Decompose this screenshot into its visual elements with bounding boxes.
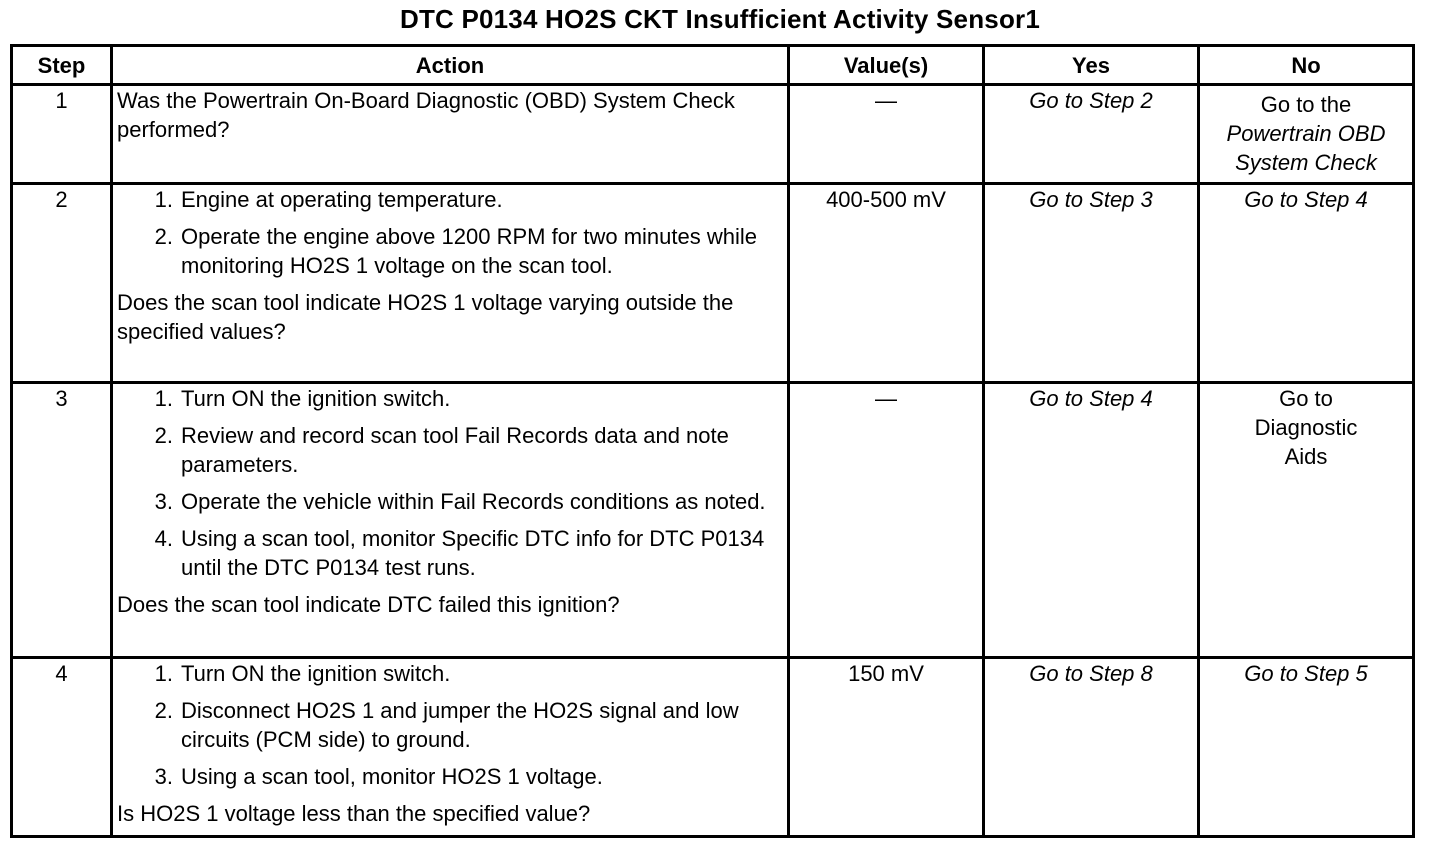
list-item: 1. Turn ON the ignition switch. bbox=[154, 661, 451, 686]
step-number: 4 bbox=[12, 658, 112, 837]
value-cell: 150 mV bbox=[789, 658, 984, 837]
list-item: 1. Engine at operating temperature. bbox=[154, 187, 503, 212]
list-item: 2. Review and record scan tool Fail Records data and note parameters. bbox=[154, 423, 729, 477]
no-action bbox=[1199, 85, 1414, 184]
header-row bbox=[12, 46, 1414, 85]
action-question: Does the scan tool indicate DTC failed this ignition? bbox=[117, 592, 620, 617]
action-question: Does the scan tool indicate HO2S 1 voltage varying outside the specified values? bbox=[117, 290, 734, 344]
step-number: 3 bbox=[12, 383, 112, 658]
no-action-link: Powertrain OBD System Check bbox=[1226, 121, 1386, 175]
yes-action: Go to Step 2 bbox=[984, 85, 1199, 184]
action-cell bbox=[112, 85, 789, 184]
action-cell bbox=[112, 383, 789, 658]
action-steps-list bbox=[117, 384, 783, 582]
list-item: 2. Operate the engine above 1200 RPM for two minutes while monitoring HO2S 1 voltage on the scan tool. bbox=[154, 224, 757, 278]
action-cell bbox=[112, 184, 789, 383]
yes-action: Go to Step 4 bbox=[984, 383, 1199, 658]
page-title: DTC P0134 HO2S CKT Insufficient Activity Sensor1 bbox=[399, 4, 1041, 34]
list-item: 3. Using a scan tool, monitor HO2S 1 voltage. bbox=[154, 764, 603, 789]
action-question: Was the Powertrain On-Board Diagnostic (OBD) System Check performed? bbox=[117, 88, 735, 142]
no-action-prefix: Go to the bbox=[1260, 92, 1352, 117]
column-header-values: Value(s) bbox=[789, 46, 984, 85]
list-item: 3. Operate the vehicle within Fail Records conditions as noted. bbox=[154, 489, 766, 514]
list-item: 2. Disconnect HO2S 1 and jumper the HO2S signal and low circuits (PCM side) to ground. bbox=[154, 698, 739, 752]
action-steps-list bbox=[117, 659, 783, 791]
list-item: 4. Using a scan tool, monitor Specific DTC info for DTC P0134 until the DTC P0134 test runs. bbox=[154, 526, 765, 580]
table-row bbox=[12, 383, 1414, 658]
list-item: 1. Turn ON the ignition switch. bbox=[154, 386, 451, 411]
table-row bbox=[12, 85, 1414, 184]
yes-action: Go to Step 3 bbox=[984, 184, 1199, 383]
column-header-yes: Yes bbox=[984, 46, 1199, 85]
no-action: Go to Diagnostic Aids bbox=[1199, 383, 1414, 658]
table-row bbox=[12, 658, 1414, 837]
action-question: Is HO2S 1 voltage less than the specified value? bbox=[117, 801, 591, 826]
diagnostic-table bbox=[10, 44, 1415, 838]
step-number: 1 bbox=[12, 85, 112, 184]
no-action: Go to Step 4 bbox=[1199, 184, 1414, 383]
step-number: 2 bbox=[12, 184, 112, 383]
column-header-step: Step bbox=[12, 46, 112, 85]
action-cell bbox=[112, 658, 789, 837]
column-header-action: Action bbox=[112, 46, 789, 85]
table-row bbox=[12, 184, 1414, 383]
yes-action: Go to Step 8 bbox=[984, 658, 1199, 837]
value-cell: — bbox=[789, 383, 984, 658]
value-cell: 400-500 mV bbox=[789, 184, 984, 383]
action-steps-list bbox=[117, 185, 783, 280]
column-header-no: No bbox=[1199, 46, 1414, 85]
no-action: Go to Step 5 bbox=[1199, 658, 1414, 837]
value-cell: — bbox=[789, 85, 984, 184]
